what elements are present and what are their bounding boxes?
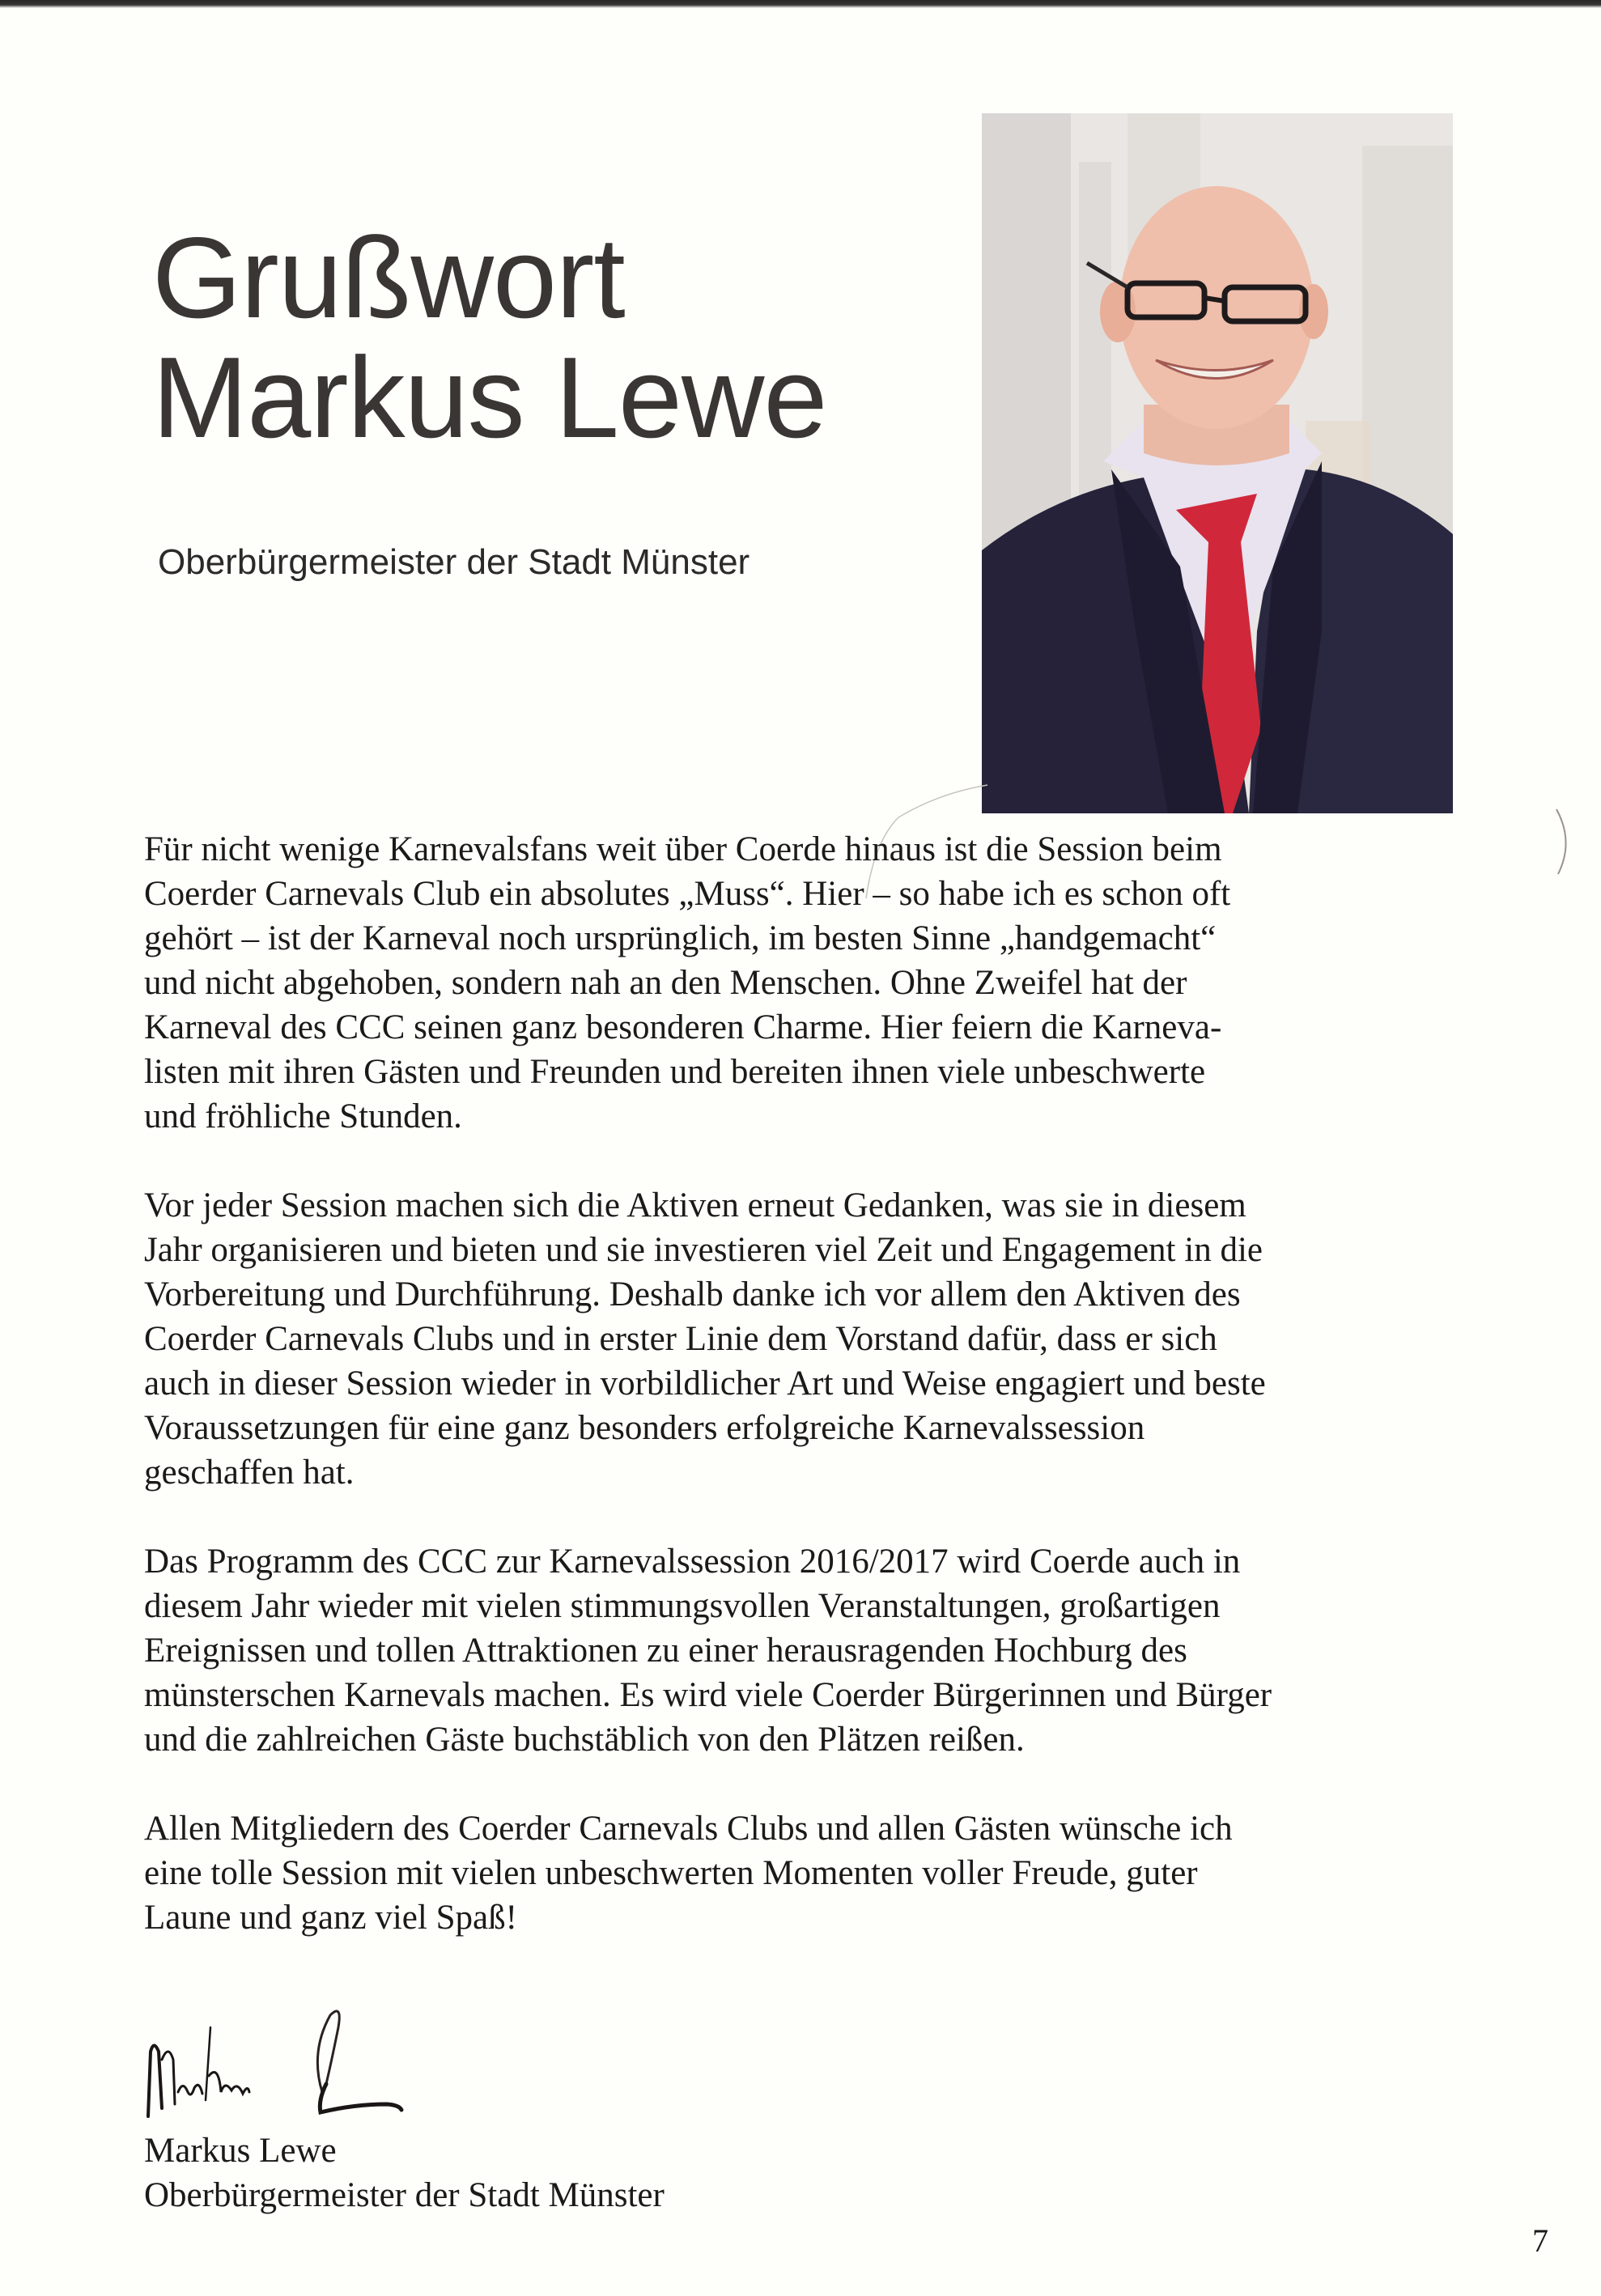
paragraph-thanks bbox=[144, 1183, 1520, 1495]
paragraph-program bbox=[144, 1539, 1520, 1762]
page-number: 7 bbox=[1532, 2222, 1548, 2259]
text-line: Allen Mitgliedern des Coerder Carnevals Clubs und allen Gästen wünsche ich bbox=[144, 1810, 1233, 1848]
text-line: Laune und ganz viel Spaß! bbox=[144, 1899, 517, 1937]
text-line: Karneval des CCC seinen ganz besonderen Charme. Hier feiern die Karneva- bbox=[144, 1008, 1222, 1046]
text-line: Coerder Carnevals Club ein absolutes „Muss“. Hier – so habe ich es schon oft bbox=[144, 875, 1231, 913]
title-line-name: Markus Lewe bbox=[152, 333, 827, 462]
text-line: und nicht abgehoben, sondern nah an den Menschen. Ohne Zweifel hat der bbox=[144, 964, 1187, 1002]
text-line: münsterschen Karnevals machen. Es wird viele Coerder Bürgerinnen und Bürger bbox=[144, 1676, 1272, 1714]
text-line: Das Programm des CCC zur Karnevalssession 2016/2017 wird Coerde auch in bbox=[144, 1543, 1241, 1581]
signature-icon bbox=[144, 2003, 484, 2124]
text-line: listen mit ihren Gästen und Freunden und bereiten ihnen viele unbeschwerte bbox=[144, 1053, 1206, 1091]
text-line: eine tolle Session mit vielen unbeschwerten Momenten voller Freude, guter bbox=[144, 1854, 1198, 1892]
signatory-name: Markus Lewe bbox=[144, 2132, 337, 2170]
portrait-photo bbox=[982, 113, 1453, 813]
paragraph-intro bbox=[144, 827, 1520, 1139]
text-line: diesem Jahr wieder mit vielen stimmungsvollen Veranstaltungen, großartigen bbox=[144, 1587, 1221, 1625]
portrait-illustration-icon bbox=[982, 113, 1453, 813]
text-line: Ereignissen und tollen Attraktionen zu einer herausragenden Hochburg des bbox=[144, 1632, 1187, 1670]
scan-top-edge bbox=[0, 0, 1601, 8]
text-line: Jahr organisieren und bieten und sie investieren viel Zeit und Engagement in die bbox=[144, 1231, 1263, 1269]
text-line: Voraussetzungen für eine ganz besonders erfolgreiche Karnevalssession bbox=[144, 1409, 1145, 1447]
text-line: Vor jeder Session machen sich die Aktiven erneut Gedanken, was sie in diesem bbox=[144, 1186, 1246, 1224]
text-line: Vorbereitung und Durchführung. Deshalb danke ich vor allem den Aktiven des bbox=[144, 1275, 1241, 1314]
paragraph-wishes bbox=[144, 1806, 1520, 1940]
text-line: auch in dieser Session wieder in vorbildlicher Art und Weise engagiert und beste bbox=[144, 1364, 1266, 1403]
text-line: gehört – ist der Karneval noch ursprünglich, im besten Sinne „handgemacht“ bbox=[144, 919, 1217, 957]
title-line-greeting: Grußwort bbox=[152, 214, 625, 342]
text-line: und die zahlreichen Gäste buchstäblich von den Plätzen reißen. bbox=[144, 1721, 1025, 1759]
signatory-role: Oberbürgermeister der Stadt Münster bbox=[144, 2176, 665, 2214]
text-line: Für nicht wenige Karnevalsfans weit über Coerde hinaus ist die Session beim bbox=[144, 830, 1222, 868]
text-line: geschaffen hat. bbox=[144, 1454, 355, 1492]
page-subtitle: Oberbürgermeister der Stadt Münster bbox=[158, 542, 750, 582]
letter-body bbox=[144, 827, 1520, 1984]
text-line: und fröhliche Stunden. bbox=[144, 1097, 462, 1135]
text-line: Coerder Carnevals Clubs und in erster Linie dem Vorstand dafür, dass er sich bbox=[144, 1320, 1217, 1358]
margin-bracket-mark bbox=[1550, 805, 1582, 878]
page-title bbox=[152, 214, 827, 462]
